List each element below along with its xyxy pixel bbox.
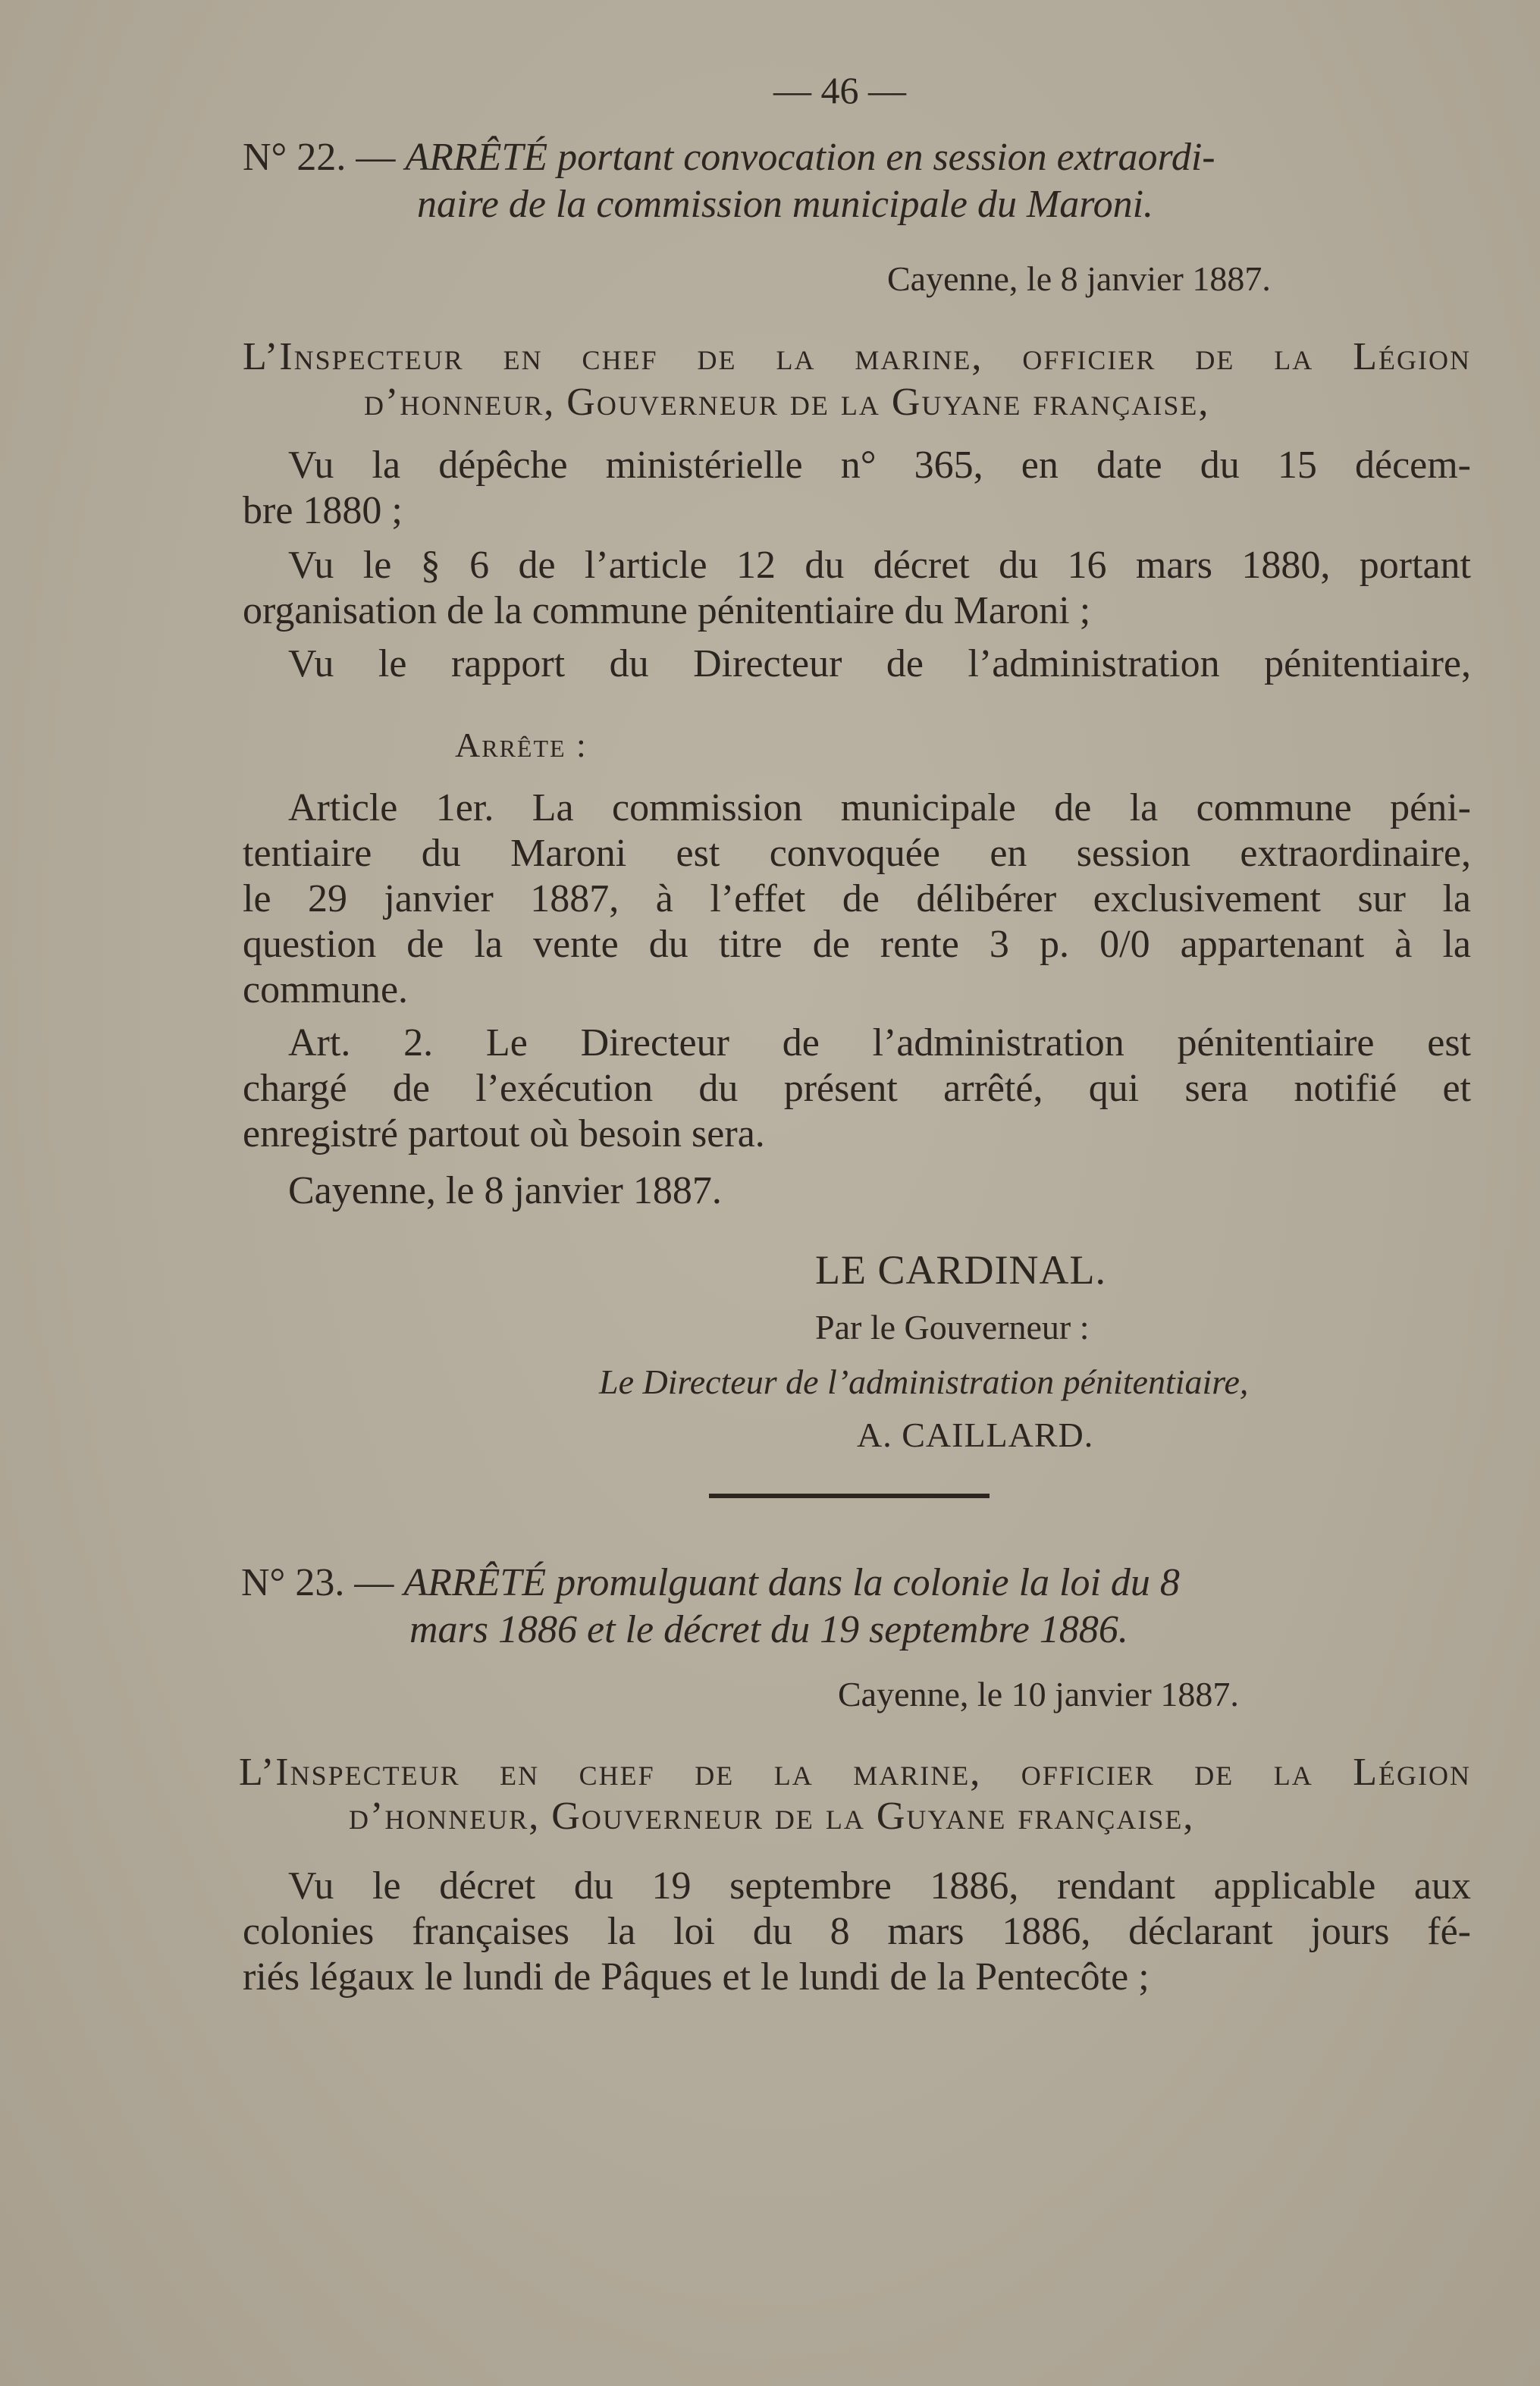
doc23-vu1-line-1: Vu le décret du 19 septembre 1886, rendant applicable aux bbox=[288, 1864, 1471, 1908]
doc22-directeur: Le Directeur de l’administration pénitentiaire, bbox=[599, 1362, 1249, 1401]
doc22-heading-dash: — bbox=[356, 136, 396, 179]
doc23-vu1-line-2: colonies françaises la loi du 8 mars 1886, déclarant jours fé- bbox=[243, 1910, 1471, 1953]
doc23-vu1-line-3: riés légaux le lundi de Pâques et le lundi de la Pentecôte ; bbox=[243, 1955, 1150, 1999]
doc22-art1-line-4: question de la vente du titre de rente 3 p. 0/0 appartenant à la bbox=[243, 923, 1471, 966]
doc22-vu1-line-2: bre 1880 ; bbox=[243, 489, 403, 532]
doc22-art1-line-3: le 29 janvier 1887, à l’effet de délibérer exclusivement sur la bbox=[243, 877, 1471, 920]
doc23-heading-line-1 bbox=[241, 1563, 1471, 1603]
doc22-heading-title-1: ARRÊTÉ portant convocation en session extraordi- bbox=[405, 136, 1215, 179]
doc23-authority-line-1: L’Inspecteur en chef de la marine, officier de la Légion bbox=[239, 1751, 1471, 1794]
doc22-vu1-line-1: Vu la dépêche ministérielle n° 365, en date du 15 décem- bbox=[288, 444, 1471, 487]
doc23-heading-number: N° 23. bbox=[241, 1561, 345, 1604]
section-divider bbox=[709, 1494, 990, 1498]
doc22-authority-line-2: d’honneur, Gouverneur de la Guyane française, bbox=[364, 381, 1210, 424]
doc22-art2-line-3: enregistré partout où besoin sera. bbox=[243, 1112, 765, 1155]
doc23-place-date: Cayenne, le 10 janvier 1887. bbox=[838, 1675, 1239, 1713]
doc22-closing-date: Cayenne, le 8 janvier 1887. bbox=[288, 1169, 722, 1212]
page-number: — 46 — bbox=[773, 69, 906, 111]
doc22-authority-line-1: L’Inspecteur en chef de la marine, officier de la Légion bbox=[243, 335, 1471, 378]
doc22-vu2-line-1: Vu le § 6 de l’article 12 du décret du 16 mars 1880, portant bbox=[288, 544, 1471, 587]
doc22-place-date: Cayenne, le 8 janvier 1887. bbox=[887, 259, 1271, 298]
doc22-heading-title-2: naire de la commission municipale du Maroni. bbox=[417, 183, 1154, 226]
doc22-par-le-gouverneur: Par le Gouverneur : bbox=[815, 1308, 1090, 1347]
doc22-signature: LE CARDINAL. bbox=[815, 1247, 1106, 1293]
doc22-vu3: Vu le rapport du Directeur de l’administration pénitentiaire, bbox=[288, 642, 1471, 685]
doc22-art1-line-2: tentiaire du Maroni est convoquée en session extraordinaire, bbox=[243, 832, 1471, 875]
doc23-heading-dash: — bbox=[354, 1561, 394, 1604]
doc22-vu2-line-2: organisation de la commune pénitentiaire du Maroni ; bbox=[243, 589, 1091, 632]
doc22-heading-number: N° 22. bbox=[243, 136, 347, 179]
doc23-authority-line-2: d’honneur, Gouverneur de la Guyane française, bbox=[349, 1795, 1195, 1838]
doc23-heading-title-1: ARRÊTÉ promulguant dans la colonie la loi du 8 bbox=[403, 1561, 1180, 1604]
doc22-art2-line-1: Art. 2. Le Directeur de l’administration pénitentiaire est bbox=[288, 1021, 1471, 1064]
doc23-heading-title-2: mars 1886 et le décret du 19 septembre 1886. bbox=[409, 1608, 1128, 1651]
doc22-art2-line-2: chargé de l’exécution du présent arrêté, qui sera notifié et bbox=[243, 1067, 1471, 1110]
doc22-heading-line-1 bbox=[243, 138, 1471, 177]
doc22-arrete-label: Arrête : bbox=[455, 726, 588, 764]
doc22-caillard: A. CAILLARD. bbox=[857, 1416, 1094, 1454]
doc22-art1-line-1: Article 1er. La commission municipale de la commune péni- bbox=[288, 786, 1471, 829]
doc22-art1-line-5: commune. bbox=[243, 968, 409, 1011]
